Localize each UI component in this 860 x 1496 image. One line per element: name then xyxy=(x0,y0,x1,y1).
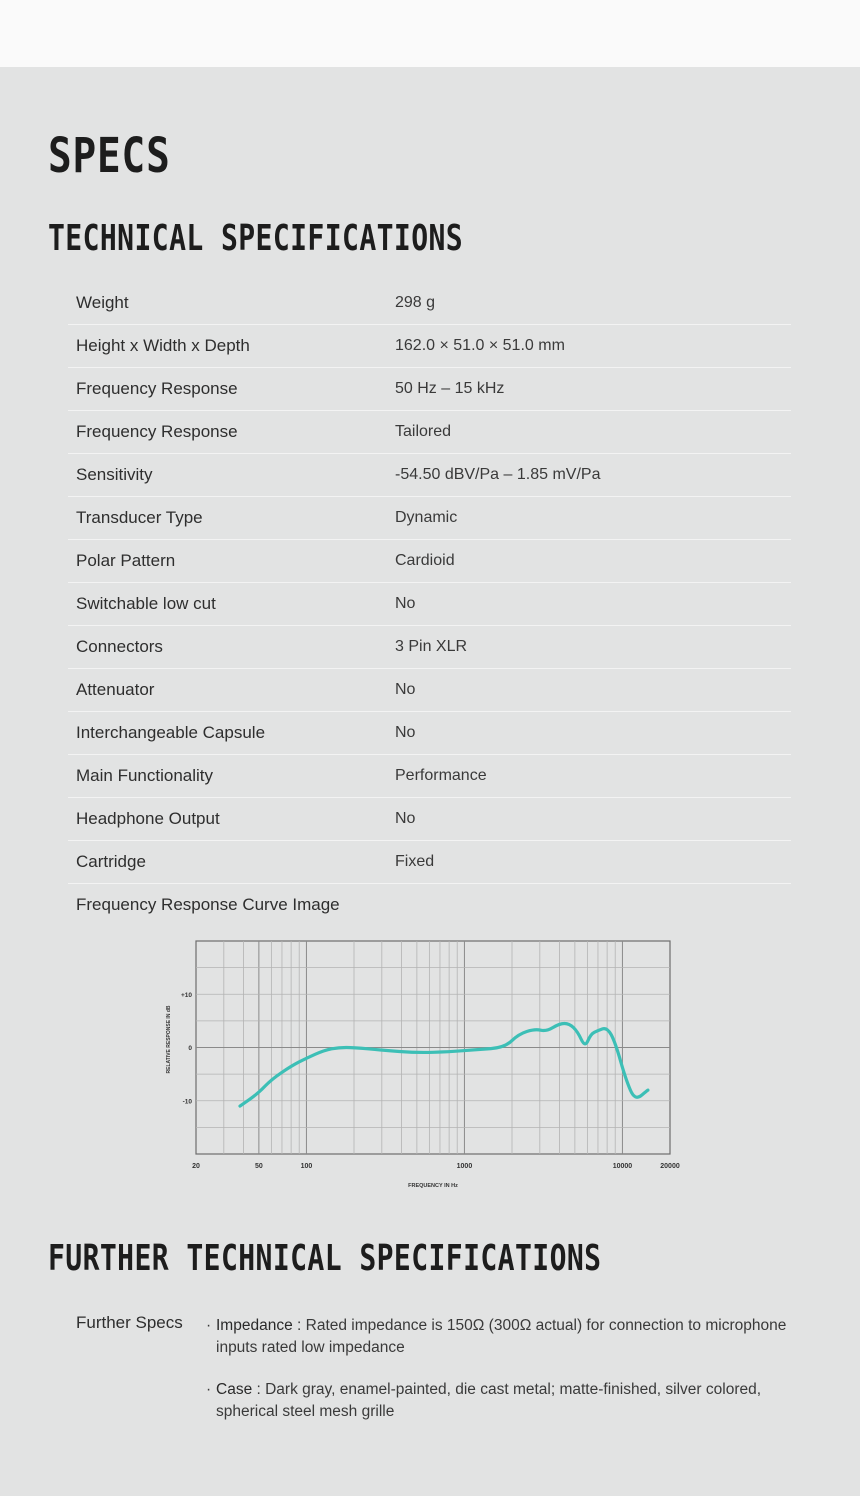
spec-row xyxy=(68,325,791,368)
y-tick-label: 0 xyxy=(188,1045,192,1052)
y-axis-label: RELATIVE RESPONSE IN dB xyxy=(166,1005,172,1074)
page-title: SPECS xyxy=(48,128,171,184)
spec-row xyxy=(68,755,791,798)
bullet: · xyxy=(206,1317,212,1334)
spec-value: Cardioid xyxy=(395,552,455,569)
y-tick-label: -10 xyxy=(182,1098,192,1106)
spec-value: No xyxy=(395,810,416,827)
spec-row xyxy=(68,368,791,411)
spec-row xyxy=(68,282,791,325)
spec-text: Dark gray, enamel-painted, die cast metal; matte-finished, silver colored, spherical steel mesh grille xyxy=(216,1381,762,1420)
spec-value: No xyxy=(395,595,416,612)
y-tick-label: +10 xyxy=(180,991,192,999)
spec-label: Polar Pattern xyxy=(76,551,176,570)
spec-key: Impedance xyxy=(216,1317,293,1334)
x-axis-label: FREQUENCY IN Hz xyxy=(408,1183,458,1189)
further-spec-case xyxy=(206,1379,806,1423)
spec-value: 298 g xyxy=(395,294,436,311)
top-bar xyxy=(0,0,860,67)
x-tick-label: 1000 xyxy=(456,1163,473,1170)
spec-row xyxy=(68,669,791,712)
spec-text: Rated impedance is 150Ω (300Ω actual) for connection to microphone inputs rated low impedance xyxy=(216,1317,787,1356)
section-title-technical: TECHNICAL SPECIFICATIONS xyxy=(48,218,464,259)
spec-label: Weight xyxy=(76,293,129,312)
further-spec-impedance xyxy=(206,1315,806,1359)
spec-label: Attenuator xyxy=(76,680,155,699)
x-tick-label: 20 xyxy=(192,1163,200,1170)
x-tick-label: 50 xyxy=(254,1163,263,1170)
spec-value: 162.0 × 51.0 × 51.0 mm xyxy=(395,337,565,354)
spec-row xyxy=(68,841,791,884)
spec-value: 50 Hz – 15 kHz xyxy=(395,380,505,397)
spec-label: Transducer Type xyxy=(76,508,203,527)
spec-label: Frequency Response xyxy=(76,422,238,441)
spec-value: Fixed xyxy=(395,853,435,870)
spec-value: 3 Pin XLR xyxy=(395,638,468,655)
spec-label: Main Functionality xyxy=(76,766,214,785)
spec-table xyxy=(68,282,791,884)
spec-row xyxy=(68,497,791,540)
spec-value: Tailored xyxy=(395,423,452,440)
spec-row xyxy=(68,411,791,454)
x-tick-label: 20000 xyxy=(660,1163,680,1170)
spec-row xyxy=(68,798,791,841)
spec-row xyxy=(68,540,791,583)
spec-value: Dynamic xyxy=(395,509,458,526)
spec-separator: : xyxy=(292,1317,306,1334)
spec-label: Headphone Output xyxy=(76,809,220,828)
response-curve xyxy=(240,1024,648,1107)
spec-row xyxy=(68,583,791,626)
spec-value: -54.50 dBV/Pa – 1.85 mV/Pa xyxy=(395,466,601,483)
spec-row xyxy=(68,454,791,497)
spec-value: No xyxy=(395,681,416,698)
spec-key: Case xyxy=(216,1381,253,1398)
spec-value: Performance xyxy=(395,767,487,784)
section-title-further: FURTHER TECHNICAL SPECIFICATIONS xyxy=(48,1238,602,1279)
curve-label: Frequency Response Curve Image xyxy=(76,895,340,914)
spec-label: Sensitivity xyxy=(76,465,153,484)
x-tick-label: 100 xyxy=(300,1163,313,1170)
spec-value: No xyxy=(395,724,416,741)
spec-label: Connectors xyxy=(76,637,163,656)
bullet: · xyxy=(206,1381,212,1398)
further-specs-label: Further Specs xyxy=(76,1313,183,1332)
spec-row xyxy=(68,626,791,669)
spec-label: Cartridge xyxy=(76,852,146,871)
x-tick-label: 10000 xyxy=(612,1163,633,1170)
spec-label: Interchangeable Capsule xyxy=(76,723,266,742)
spec-row xyxy=(68,712,791,755)
spec-separator: : xyxy=(252,1381,266,1398)
frequency-response-chart xyxy=(160,935,700,1195)
spec-label: Frequency Response xyxy=(76,379,238,398)
spec-label: Switchable low cut xyxy=(76,594,216,613)
spec-label: Height x Width x Depth xyxy=(76,336,250,355)
